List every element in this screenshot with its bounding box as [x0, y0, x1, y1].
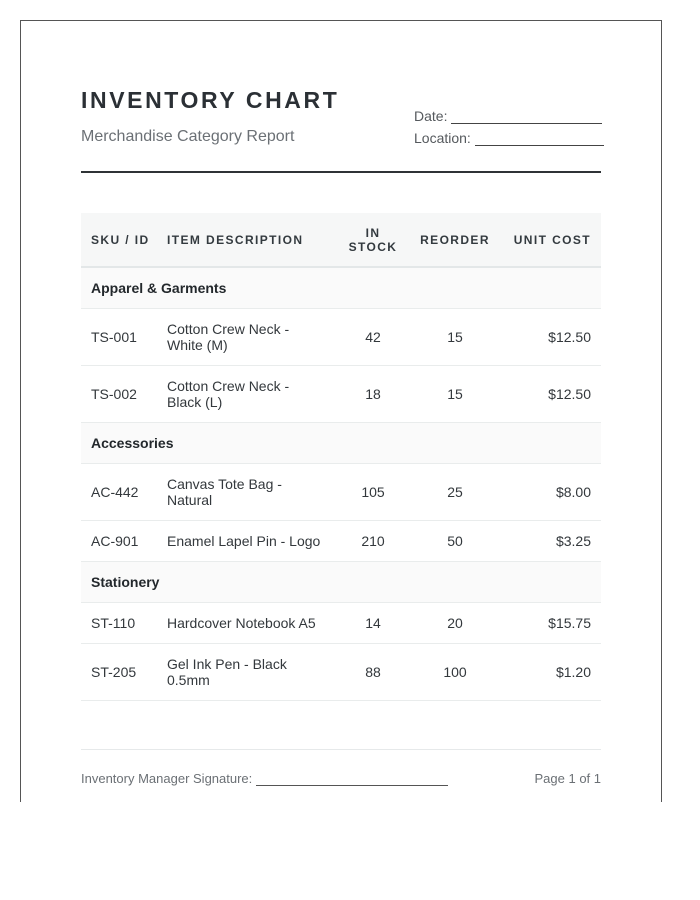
reorder-cell: 20 [409, 602, 501, 643]
sku-cell: TS-001 [81, 308, 157, 365]
unit-cost-cell: $15.75 [501, 602, 601, 643]
table-row [81, 520, 601, 561]
report-header [81, 21, 601, 173]
description-cell [157, 308, 337, 365]
in-stock-cell: 42 [337, 308, 409, 365]
reorder-cell: 100 [409, 643, 501, 700]
column-header-in-stock-line1: IN [365, 225, 381, 240]
date-field[interactable] [414, 108, 602, 124]
sku-cell: AC-442 [81, 463, 157, 520]
unit-cost-cell: $12.50 [501, 308, 601, 365]
description-cell [157, 365, 337, 422]
sku-cell: TS-002 [81, 365, 157, 422]
column-header-reorder: REORDER [409, 213, 501, 267]
sku-cell: ST-205 [81, 643, 157, 700]
inventory-table [81, 213, 601, 701]
location-blank-line[interactable] [475, 131, 604, 146]
date-label: Date: [414, 108, 448, 124]
unit-cost-cell: $8.00 [501, 463, 601, 520]
page-subtitle: Merchandise Category Report [81, 128, 295, 145]
signature-field[interactable] [81, 771, 448, 786]
in-stock-cell: 88 [337, 643, 409, 700]
description-line1: Cotton Crew Neck - [167, 320, 290, 337]
table-row [81, 643, 601, 700]
description-line1: Hardcover Notebook A5 [167, 614, 316, 631]
in-stock-cell: 14 [337, 602, 409, 643]
location-field[interactable] [414, 130, 604, 146]
table-row [81, 365, 601, 422]
description-cell [157, 463, 337, 520]
column-header-description: ITEM DESCRIPTION [157, 213, 337, 267]
column-header-in-stock [337, 213, 409, 267]
sku-cell: ST-110 [81, 602, 157, 643]
page-title: INVENTORY CHART [81, 87, 340, 113]
column-header-unit-cost: UNIT COST [501, 213, 601, 267]
category-name: Apparel & Garments [81, 267, 601, 308]
signature-label: Inventory Manager Signature: [81, 771, 253, 786]
in-stock-cell: 210 [337, 520, 409, 561]
category-row [81, 422, 601, 463]
table-row [81, 308, 601, 365]
reorder-cell: 15 [409, 365, 501, 422]
document-page [20, 20, 662, 802]
category-row [81, 561, 601, 602]
unit-cost-cell: $3.25 [501, 520, 601, 561]
date-blank-line[interactable] [451, 109, 602, 124]
description-cell [157, 643, 337, 700]
category-row [81, 267, 601, 308]
location-label: Location: [414, 130, 471, 146]
table-header-row [81, 213, 601, 267]
description-line1: Cotton Crew Neck - [167, 377, 290, 394]
in-stock-cell: 18 [337, 365, 409, 422]
description-line1: Enamel Lapel Pin - Logo [167, 532, 321, 549]
description-cell [157, 602, 337, 643]
description-line1: Gel Ink Pen - Black [167, 655, 287, 672]
reorder-cell: 50 [409, 520, 501, 561]
description-line2: 0.5mm [167, 671, 210, 688]
table-row [81, 463, 601, 520]
category-name: Accessories [81, 422, 601, 463]
description-line2: Natural [167, 491, 213, 508]
column-header-sku: SKU / ID [81, 213, 157, 267]
description-line2: White (M) [167, 336, 228, 353]
description-cell [157, 520, 337, 561]
table-row [81, 602, 601, 643]
page-number: Page 1 of 1 [534, 771, 601, 786]
description-line2: Black (L) [167, 393, 223, 410]
category-name: Stationery [81, 561, 601, 602]
footer-divider [81, 749, 601, 750]
column-header-in-stock-line2: STOCK [348, 239, 398, 254]
signature-blank-line[interactable] [256, 772, 448, 786]
in-stock-cell: 105 [337, 463, 409, 520]
unit-cost-cell: $12.50 [501, 365, 601, 422]
description-line1: Canvas Tote Bag - [167, 475, 282, 492]
sku-cell: AC-901 [81, 520, 157, 561]
reorder-cell: 15 [409, 308, 501, 365]
reorder-cell: 25 [409, 463, 501, 520]
unit-cost-cell: $1.20 [501, 643, 601, 700]
